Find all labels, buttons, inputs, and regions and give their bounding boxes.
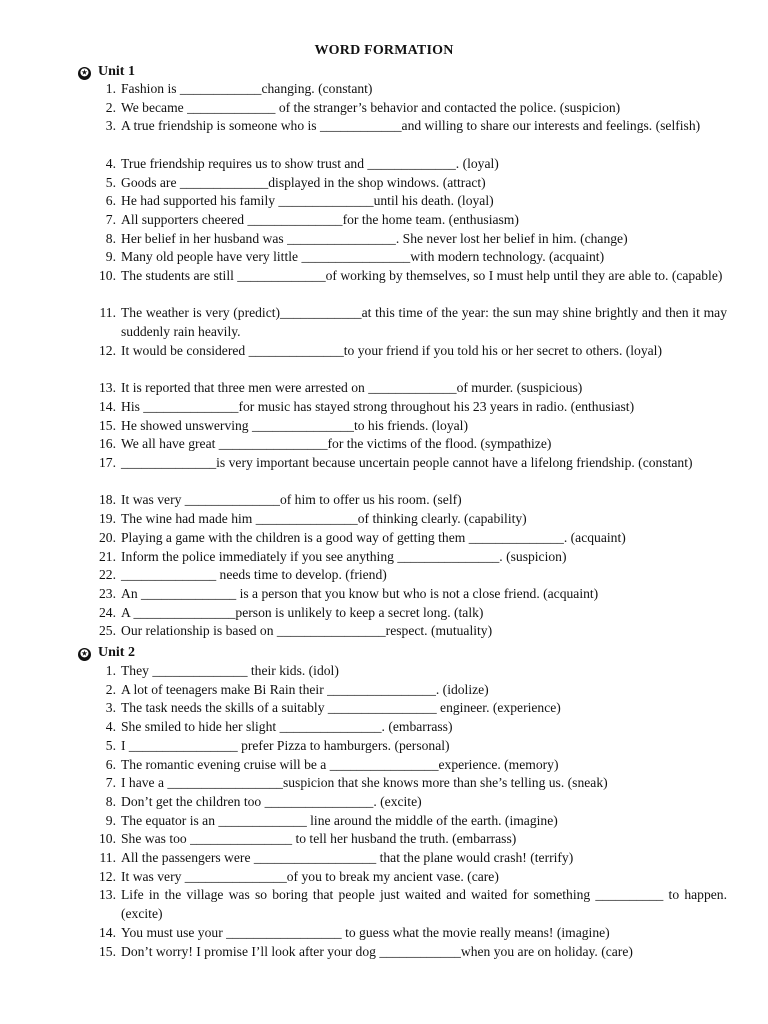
item-sentence: They ______________ their kids. (idol)	[121, 663, 339, 678]
item-number: 9.	[105, 249, 116, 265]
item-sentence: Goods are _____________displayed in the shop windows. (attract)	[121, 174, 486, 190]
item-sentence: ______________ needs time to develop. (friend)	[121, 567, 387, 583]
item-sentence: An ______________ is a person that you know but who is not a close friend. (acquaint)	[121, 585, 599, 601]
item-number: 7.	[105, 211, 116, 227]
circle-star-icon: ✪	[78, 67, 91, 80]
item-sentence: ______________is very important because uncertain people cannot have a lifelong friendship. (constant)	[121, 455, 693, 470]
item-sentence: He had supported his family ______________until his death. (loyal)	[121, 193, 494, 209]
item-number: 10.	[99, 831, 116, 847]
item-sentence: It was very _______________of you to break my ancient vase. (care)	[121, 868, 499, 884]
item-number: 12.	[99, 342, 116, 358]
unit-1-title: Unit 1	[98, 64, 135, 79]
page-title: WORD FORMATION	[314, 43, 454, 58]
item-number: 16.	[99, 436, 116, 452]
unit-1-heading	[78, 63, 135, 81]
item-sentence: She was too _______________ to tell her husband the truth. (embarrass)	[121, 831, 517, 847]
item-sentence: You must use your _________________ to guess what the movie really means! (imagine)	[121, 924, 610, 940]
item-sentence: He showed unswerving _______________to his friends. (loyal)	[121, 417, 468, 433]
item-number: 21.	[99, 548, 116, 564]
item-sentence: His ______________for music has stayed strong throughout his 23 years in radio. (enthusiast)	[121, 398, 635, 414]
item-number: 17.	[99, 455, 116, 470]
item-number: 3.	[105, 700, 116, 716]
circle-star-icon: ✪	[78, 648, 91, 661]
item-number: 2.	[105, 681, 116, 697]
item-sentence: The task needs the skills of a suitably ________________ engineer. (experience)	[121, 700, 561, 716]
item-sentence: True friendship requires us to show trust and _____________. (loyal)	[121, 155, 499, 171]
unit-2-heading	[78, 644, 135, 662]
item-number: 6.	[105, 193, 116, 209]
item-number: 13.	[99, 887, 116, 903]
item-sentence: Her belief in her husband was ________________. She never lost her belief in him. (change)	[121, 230, 628, 246]
item-number: 24.	[99, 604, 116, 620]
item-sentence: Don’t worry! I promise I’ll look after your dog ____________when you are on holiday. (care)	[121, 943, 633, 959]
item-sentence: I have a _________________suspicion that she knows more than she’s telling us. (sneak)	[121, 775, 608, 791]
item-number: 25.	[99, 623, 116, 639]
item-number: 22.	[99, 567, 116, 583]
item-number: 10.	[99, 268, 116, 283]
item-sentence: All supporters cheered ______________for the home team. (enthusiasm)	[121, 211, 519, 227]
item-sentence: She smiled to hide her slight _______________. (embarrass)	[121, 719, 453, 735]
item-sentence: Inform the police immediately if you see anything _______________. (suspicion)	[121, 548, 567, 564]
item-number: 8.	[105, 793, 116, 809]
item-sentence: A lot of teenagers make Bi Rain their ________________. (idolize)	[121, 681, 489, 697]
item-number: 13.	[99, 380, 116, 396]
item-number: 2.	[105, 99, 116, 115]
item-number: 14.	[99, 398, 116, 414]
item-number: 11.	[99, 305, 116, 321]
item-sentence: It was very ______________of him to offer us his room. (self)	[121, 492, 462, 508]
item-sentence: Playing a game with the children is a good way of getting them ______________. (acquaint)	[121, 529, 626, 545]
item-sentence: Don’t get the children too ________________. (excite)	[121, 793, 422, 809]
item-sentence: The equator is an _____________ line around the middle of the earth. (imagine)	[121, 812, 558, 828]
item-sentence: The students are still _____________of working by themselves, so I must help until they are able to. (capable)	[121, 268, 723, 283]
item-number: 8.	[105, 230, 116, 246]
item-number: 5.	[105, 737, 116, 753]
item-sentence: All the passengers were __________________ that the plane would crash! (terrify)	[121, 850, 574, 865]
item-sentence: It would be considered ______________to your friend if you told his or her secret to others. (loyal)	[121, 342, 662, 358]
item-number: 1.	[105, 81, 116, 96]
item-sentence: Our relationship is based on ________________respect. (mutuality)	[121, 623, 493, 639]
item-number: 18.	[99, 492, 116, 508]
item-number: 4.	[105, 719, 116, 735]
item-sentence: Fashion is ____________changing. (constant)	[121, 81, 373, 96]
item-number: 5.	[105, 174, 116, 190]
item-sentence: Life in the village was so boring that people just waited and waited for something __________ to happen. (excite)	[121, 887, 727, 922]
item-sentence: The weather is very (predict)____________at this time of the year: the sun may shine brightly and then it may suddenly rain heavily.	[121, 305, 727, 340]
item-sentence: We became _____________ of the stranger’s behavior and contacted the police. (suspicion)	[121, 99, 621, 115]
unit-2-title: Unit 2	[98, 645, 135, 660]
item-sentence: The romantic evening cruise will be a ________________experience. (memory)	[121, 756, 559, 772]
item-sentence: We all have great ________________for the victims of the flood. (sympathize)	[121, 436, 552, 452]
item-sentence: Many old people have very little ________________with modern technology. (acquaint)	[121, 249, 605, 265]
item-number: 12.	[99, 868, 116, 884]
item-sentence: It is reported that three men were arrested on _____________of murder. (suspicious)	[121, 380, 583, 396]
item-number: 15.	[99, 943, 116, 959]
item-sentence: A true friendship is someone who is ____________and willing to share our interests and feelings. (selfish)	[121, 118, 701, 134]
item-number: 20.	[99, 529, 116, 545]
item-sentence: A _______________person is unlikely to keep a secret long. (talk)	[121, 604, 484, 620]
item-sentence: The wine had made him _______________of thinking clearly. (capability)	[121, 511, 527, 527]
item-number: 3.	[105, 118, 116, 134]
item-number: 11.	[99, 850, 116, 865]
item-number: 1.	[105, 663, 116, 678]
item-number: 9.	[105, 812, 116, 828]
item-number: 14.	[99, 924, 116, 940]
item-number: 19.	[99, 511, 116, 527]
item-number: 15.	[99, 417, 116, 433]
item-number: 4.	[105, 155, 116, 171]
item-sentence: I ________________ prefer Pizza to hamburgers. (personal)	[121, 737, 450, 753]
item-number: 6.	[105, 756, 116, 772]
item-number: 23.	[99, 585, 116, 601]
item-number: 7.	[105, 775, 116, 791]
